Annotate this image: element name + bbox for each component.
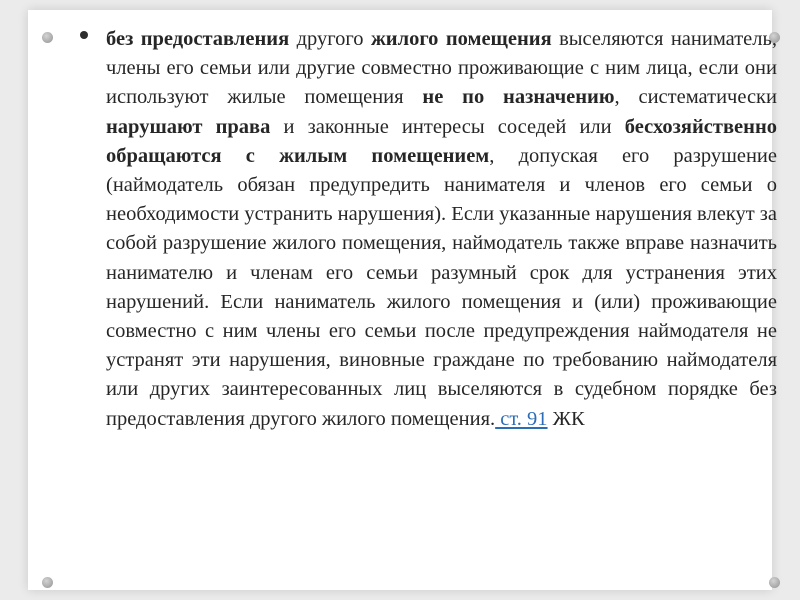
text-run: , допуская его разрушение (наймодатель обязан предупредить нанимателя и членов его семьи о необходимости устранить нарушения). Если указанные нарушения влекут за собой разрушение жилого помещения, наймодатель также вправе назначить нанимателю и членам его семьи разумный срок для устранения этих нарушений. Если наниматель жилого помещения и (или) проживающие совместно с ним члены его семьи после предупреждения наймодателя не устранят эти нарушения, виновные граждане по требованию наймодателя или других заинтересованных лиц выселяются в судебном порядке без предоставления другого жилого помещения. bbox=[106, 144, 777, 430]
corner-dot-bottom-left bbox=[42, 577, 53, 588]
bullet-icon bbox=[80, 31, 88, 39]
bold-phrase: не по назначению bbox=[422, 86, 615, 109]
article-link[interactable]: ст. 91 bbox=[495, 407, 548, 430]
bold-phrase: бесхозяйственно обращаются с жилым помещением bbox=[106, 115, 778, 167]
text-run: , систематически bbox=[614, 86, 777, 109]
bold-phrase: без предоставления bbox=[106, 28, 290, 50]
slide bbox=[28, 10, 778, 590]
bold-phrase: жилого помещения bbox=[370, 28, 552, 50]
code-abbreviation: ЖК bbox=[547, 407, 585, 430]
text-run: выселяются наниматель, члены его семьи или другие совместно проживающие с ним лица, если они используют жилые помещения bbox=[106, 28, 777, 109]
body-paragraph bbox=[106, 25, 777, 434]
bold-phrase: нарушают права bbox=[106, 115, 271, 138]
text-run: другого bbox=[289, 28, 371, 50]
corner-dot-top-left bbox=[42, 32, 53, 43]
corner-dot-bottom-right bbox=[769, 577, 780, 588]
text-run: и законные интересы соседей или bbox=[270, 115, 625, 138]
